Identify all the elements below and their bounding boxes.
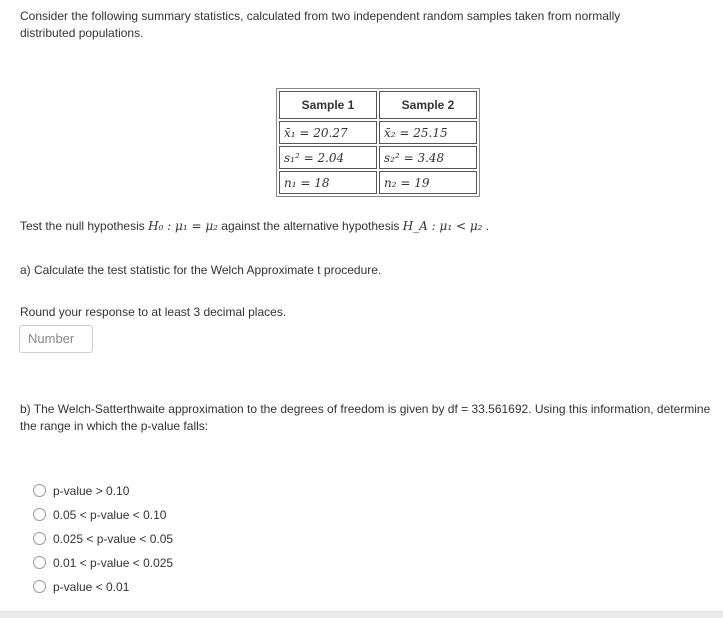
option-label: 0.025 < p-value < 0.05 <box>53 532 174 546</box>
rounding-note: Round your response to at least 3 decimal places. <box>20 305 287 319</box>
summary-statistics-table <box>276 88 480 197</box>
hypothesis-text-pre: Test the null hypothesis <box>20 219 149 233</box>
alternative-hypothesis: H_A : μ₁ < μ₂ <box>402 219 483 233</box>
hypothesis-text-mid: against the alternative hypothesis <box>217 219 403 233</box>
null-hypothesis: H₀ : μ₁ = μ₂ <box>148 219 218 233</box>
part-a-question: a) Calculate the test statistic for the Welch Approximate t procedure. <box>20 263 382 277</box>
sample-1-mean: x̄₁ = 20.27 <box>279 121 377 144</box>
part-b-question: b) The Welch-Satterthwaite approximation to the degrees of freedom is given by df = 33.561692. Using this information, determine the range in which the p-value falls: <box>20 402 711 433</box>
sample-1-size: n₁ = 18 <box>279 171 377 194</box>
option-label: 0.01 < p-value < 0.025 <box>53 556 174 570</box>
problem-intro: Consider the following summary statistics, calculated from two independent random samples taken from normally distributed populations. <box>20 9 621 40</box>
sample-2-mean: x̄₂ = 25.15 <box>379 121 477 144</box>
test-statistic-input[interactable]: Number <box>19 325 93 353</box>
radio-circle-icon[interactable] <box>33 532 46 545</box>
column-header-sample-1: Sample 1 <box>279 91 377 119</box>
hypothesis-text-end: . <box>482 219 490 233</box>
radio-circle-icon[interactable] <box>33 556 46 569</box>
radio-circle-icon[interactable] <box>33 580 46 593</box>
radio-circle-icon[interactable] <box>33 508 46 521</box>
sample-2-size: n₂ = 19 <box>379 171 477 194</box>
option-label: p-value < 0.01 <box>53 580 130 594</box>
radio-circle-icon[interactable] <box>33 484 46 497</box>
option-label: p-value > 0.10 <box>53 484 130 498</box>
sample-1-variance: s₁² = 2.04 <box>279 146 377 169</box>
hypothesis-statement <box>20 218 489 235</box>
column-header-sample-2: Sample 2 <box>379 91 477 119</box>
sample-2-variance: s₂² = 3.48 <box>379 146 477 169</box>
option-label: 0.05 < p-value < 0.10 <box>53 508 167 522</box>
